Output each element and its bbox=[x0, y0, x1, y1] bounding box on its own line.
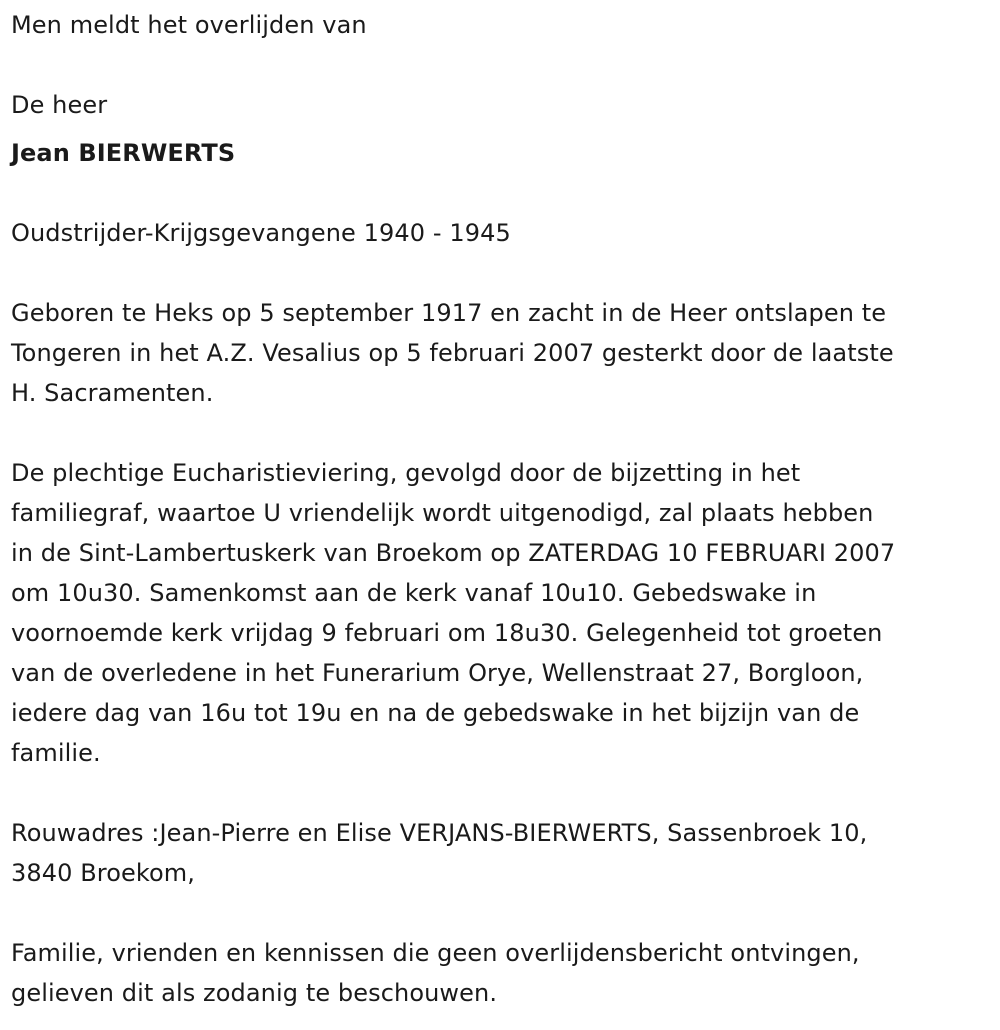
intro-text: Men meldt het overlijden van bbox=[11, 11, 367, 39]
paragraph-line: om 10u30. Samenkomst aan de kerk vanaf 10u10. Gebedswake in bbox=[11, 579, 817, 607]
paragraph-line: gelieven dit als zodanig te beschouwen. bbox=[11, 979, 498, 1007]
paragraph-line: 3840 Broekom, bbox=[11, 859, 195, 887]
service-paragraph bbox=[11, 453, 991, 773]
paragraph-line: iedere dag van 16u tot 19u en na de gebedswake in het bijzijn van de bbox=[11, 699, 860, 727]
paragraph-line: H. Sacramenten. bbox=[11, 379, 214, 407]
paragraph-line: in de Sint-Lambertuskerk van Broekom op ZATERDAG 10 FEBRUARI 2007 bbox=[11, 539, 896, 567]
deceased-name: Jean BIERWERTS bbox=[11, 139, 236, 167]
paragraph-line: De plechtige Eucharistieviering, gevolgd door de bijzetting in het bbox=[11, 459, 801, 487]
paragraph-line: Geboren te Heks op 5 september 1917 en zacht in de Heer ontslapen te bbox=[11, 299, 887, 327]
address-paragraph bbox=[11, 813, 991, 893]
paragraph-line: voornoemde kerk vrijdag 9 februari om 18u30. Gelegenheid tot groeten bbox=[11, 619, 883, 647]
birth-paragraph bbox=[11, 293, 991, 413]
paragraph-line: Tongeren in het A.Z. Vesalius op 5 februari 2007 gesterkt door de laatste bbox=[11, 339, 894, 367]
deceased-title: Oudstrijder-Krijgsgevangene 1940 - 1945 bbox=[11, 219, 511, 247]
paragraph-line: van de overledene in het Funerarium Orye, Wellenstraat 27, Borgloon, bbox=[11, 659, 864, 687]
death-notice bbox=[11, 0, 991, 1013]
paragraph-line: familiegraf, waartoe U vriendelijk wordt uitgenodigd, zal plaats hebben bbox=[11, 499, 874, 527]
paragraph-line: Rouwadres :Jean-Pierre en Elise VERJANS-BIERWERTS, Sassenbroek 10, bbox=[11, 819, 868, 847]
salutation: De heer bbox=[11, 91, 108, 119]
paragraph-line: Familie, vrienden en kennissen die geen overlijdensbericht ontvingen, bbox=[11, 939, 860, 967]
closing-paragraph bbox=[11, 933, 991, 1013]
paragraph-line: familie. bbox=[11, 739, 101, 767]
